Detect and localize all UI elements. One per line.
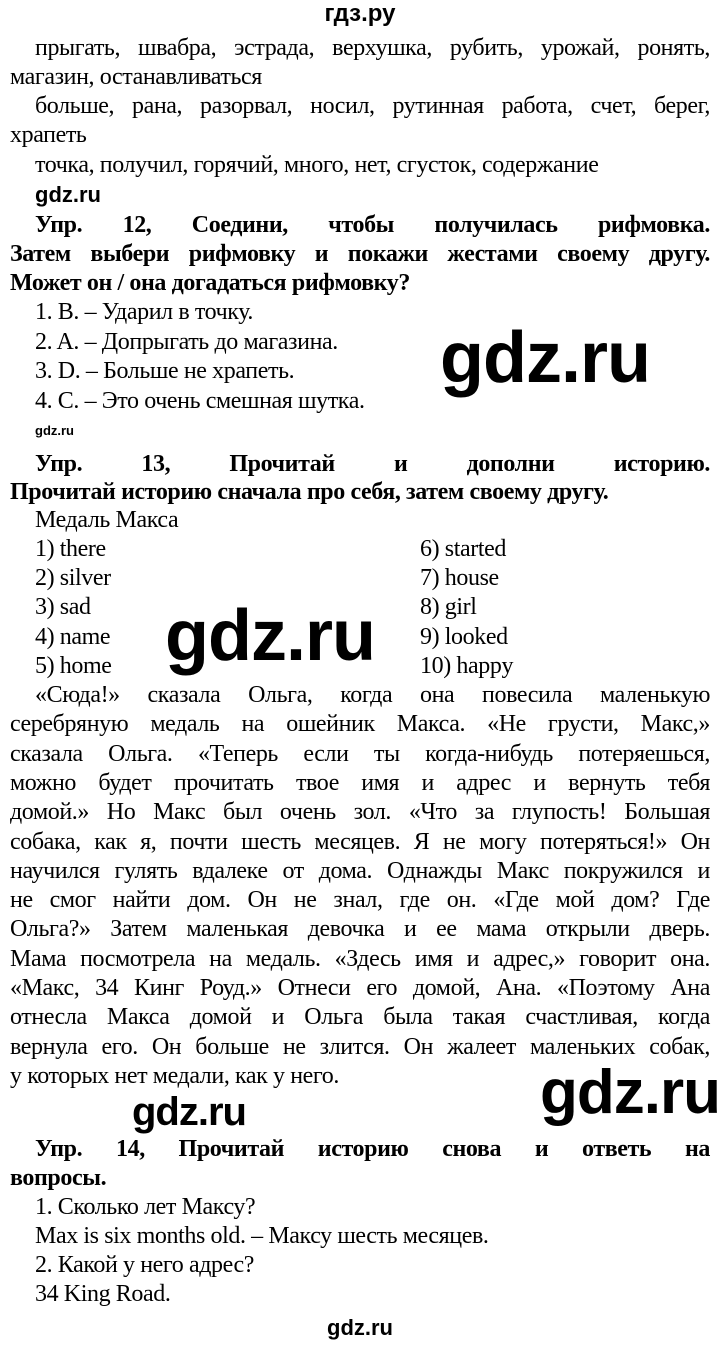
story-line: серебряную медаль на ошейник Макса. «Не грусти, Макс,» [10, 711, 710, 738]
answer-line: 1. Сколько лет Максу? [35, 1194, 256, 1220]
word-answer: 10) happy [420, 653, 514, 679]
story-line: «Сюда!» сказала Ольга, когда она повесила маленькую [35, 682, 710, 708]
answer-line: Max is six months old. – Максу шесть месяцев. [35, 1223, 489, 1249]
watermark: gdz.ru [132, 1090, 246, 1134]
exercise-13-title: Прочитай историю сначала про себя, затем своему другу. [10, 479, 609, 505]
story-line: сказала Ольга. «Теперь если ты когда-нибудь потеряешься, [10, 740, 710, 767]
answer-line: 34 King Road. [35, 1281, 171, 1307]
word-answer: 2) silver [35, 565, 111, 591]
answer-line: 2. A. – Допрыгать до магазина. [35, 329, 338, 355]
intro-line: храпеть [10, 122, 87, 148]
story-line: домой.» Но Макс был очень зол. «Что за глупость! Большая [10, 799, 710, 826]
word-row [35, 564, 710, 592]
answer-line: 4. C. – Это очень смешная шутка. [35, 388, 365, 414]
word-answer: 8) girl [420, 594, 477, 620]
watermark: gdz.ru [35, 182, 101, 207]
intro-line: магазин, останавливаться [10, 64, 262, 90]
exercise-14-title: вопросы. [10, 1165, 107, 1191]
story-line: вернула его. Он больше не злится. Он жалеет маленьких собак, [10, 1033, 710, 1060]
word-answer: 4) name [35, 624, 111, 650]
story-line: можно будет прочитать твое имя и адрес и вернуть тебя [10, 769, 710, 796]
word-answer: 1) there [35, 536, 106, 562]
word-answer: 5) home [35, 653, 112, 679]
word-answer: 6) started [420, 536, 506, 562]
answer-line: 1. B. – Ударил в точку. [35, 299, 253, 325]
word-answer: 7) house [420, 565, 499, 591]
story-line: не смог найти дом. Он не знал, где он. «Где мой дом? Где [10, 887, 710, 914]
word-row [35, 535, 710, 563]
page-header: гдз.ру [324, 0, 396, 27]
intro-line: точка, получил, горячий, много, нет, сгусток, содержание [35, 152, 599, 178]
exercise-12-title: Упр. 12, Соедини, чтобы получилась рифмовка. [35, 212, 710, 238]
exercise-12-title: Затем выбери рифмовку и покажи жестами своему другу. [10, 241, 710, 267]
story-title: Медаль Макса [35, 507, 179, 533]
answer-line: 2. Какой у него адрес? [35, 1252, 254, 1278]
exercise-12-title: Может он / она догадаться рифмовку? [10, 270, 410, 296]
intro-line: больше, рана, разорвал, носил, рутинная работа, счет, берег, [35, 93, 710, 119]
story-line: у которых нет медали, как у него. [10, 1062, 339, 1089]
story-line: Мама посмотрела на медаль. «Здесь имя и адрес,» говорит она. [10, 945, 710, 972]
word-answer: 9) looked [420, 624, 508, 650]
exercise-14-title: Упр. 14, Прочитай историю снова и ответь на [35, 1136, 710, 1162]
watermark: gdz.ru [165, 596, 375, 676]
story-line: Ольга?» Затем маленькая девочка и ее мама открыли дверь. [10, 916, 710, 943]
intro-line: прыгать, швабра, эстрада, верхушка, рубить, урожай, ронять, [35, 35, 710, 61]
page-footer: gdz.ru [327, 1315, 393, 1340]
answer-line: 3. D. – Больше не храпеть. [35, 358, 295, 384]
story-line: собака, как я, почти шесть месяцев. Я не могу потеряться!» Он [10, 828, 710, 855]
watermark: gdz.ru [540, 1058, 720, 1127]
story-line: «Макс, 34 Кинг Роуд.» Отнеси его домой, Ана. «Поэтому Ана [10, 975, 710, 1001]
exercise-13-title: Упр. 13, Прочитай и дополни историю. [35, 451, 710, 477]
watermark: gdz.ru [35, 423, 74, 438]
watermark: gdz.ru [440, 318, 650, 398]
story-line: отнесла Макса домой и Ольга была такая счастливая, когда [10, 1004, 710, 1031]
word-answer: 3) sad [35, 594, 91, 620]
story-line: научился гулять вдалеке от дома. Однажды Макс покружился и [10, 857, 710, 884]
